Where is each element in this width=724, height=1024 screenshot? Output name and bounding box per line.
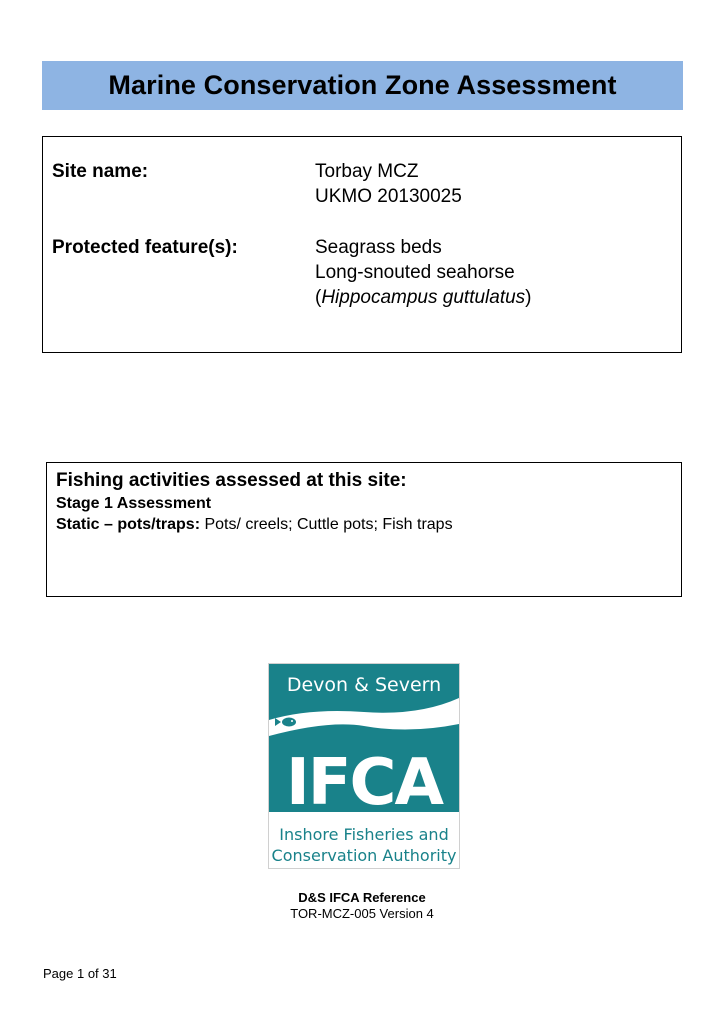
fishing-heading: Fishing activities assessed at this site: (56, 470, 407, 491)
reference-title: D&S IFCA Reference (298, 890, 426, 905)
gear-line (56, 514, 672, 535)
page-number: Page 1 of 31 (43, 966, 117, 981)
gear-value: Pots/ creels; Cuttle pots; Fish traps (200, 516, 453, 533)
gear-label: Static – pots/traps: (56, 516, 201, 533)
site-code-value: UKMO 20130025 (315, 186, 462, 207)
site-name-values (315, 159, 462, 209)
stage-label: Stage 1 Assessment (56, 495, 212, 512)
feature-seagrass: Seagrass beds (315, 237, 442, 258)
feature-species-name: (Hippocampus guttulatus) (315, 287, 532, 308)
site-info-box (42, 136, 682, 353)
fish-icon (275, 718, 296, 727)
protected-features-values (315, 235, 532, 310)
logo-main-text: IFCA (285, 746, 443, 820)
species-latin-name: Hippocampus guttulatus (321, 287, 526, 308)
protected-features-label: Protected feature(s): (52, 237, 238, 258)
reference-code: TOR-MCZ-005 Version 4 (290, 906, 434, 921)
site-name-label: Site name: (52, 161, 149, 182)
logo-top-text: Devon & Severn (286, 674, 442, 696)
page-title: Marine Conservation Zone Assessment (108, 70, 617, 100)
site-name-value: Torbay MCZ (315, 161, 419, 182)
title-banner (42, 61, 683, 110)
logo-bottom-line2: Conservation Authority (271, 846, 457, 865)
logo-bottom-line1: Inshore Fisheries and (279, 825, 449, 844)
feature-seahorse: Long-snouted seahorse (315, 262, 515, 283)
ifca-logo (268, 663, 460, 869)
fishing-activities-box (46, 462, 682, 597)
